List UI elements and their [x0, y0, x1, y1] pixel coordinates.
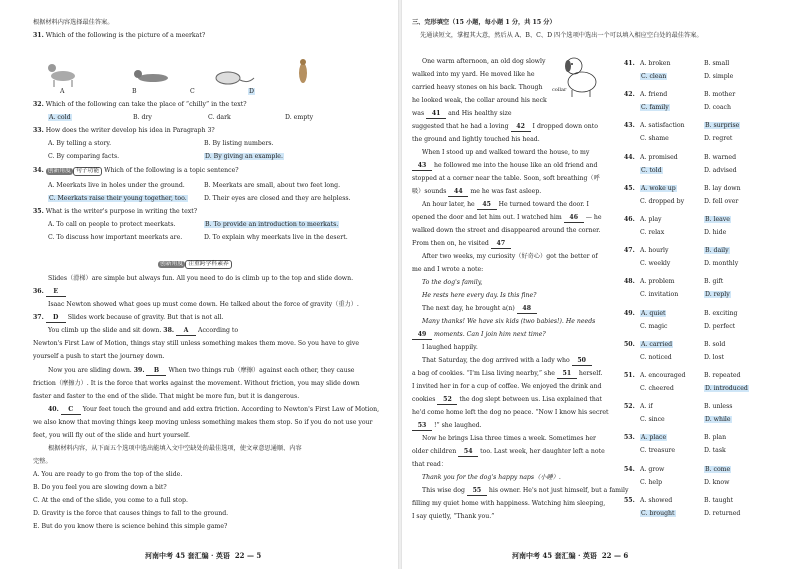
q31-label-b: B [132, 88, 137, 95]
opt-46-c: C. relax [640, 229, 665, 236]
rat-icon [216, 72, 254, 84]
q32-opt-d: D. empty [285, 114, 314, 121]
passage-seg-36: the dog slept between us. Lisa explained that [459, 396, 603, 403]
q31-label-a: A [60, 88, 65, 95]
opt-48-a: A. problem [640, 278, 675, 286]
cloze-instruction: 先通读短文，掌握其大意，然后从 A、B、C、D 四个选项中选出一个可以填入相应空白处的最佳答案。 [420, 32, 703, 39]
opt-45-c: C. dropped by [640, 197, 685, 205]
passage-seg-21: walked down the street and disappeared around the corner. [412, 227, 601, 234]
passage-line-3: Slides work because of gravity. But that is not all. [67, 314, 224, 321]
instruction-2: 完整。 [33, 458, 52, 465]
footer-right-title: 河南中考 45 套汇编 · 英语 [512, 551, 597, 560]
passage-seg-33: herself. [578, 370, 603, 377]
opt-num-55: 55. [624, 496, 635, 504]
blank-44: 44 [448, 188, 468, 197]
passage-seg-32: a bag of cookies. “I'm Lisa living nearby,” she [412, 370, 555, 377]
opt-num-50: 50. [624, 340, 635, 348]
q33-text: How does the writer develop his idea in Paragraph 3? [45, 127, 215, 134]
blank-49: 49 [412, 331, 432, 340]
instruction: 根据材料内容，从下面五个选项中选出能填入文中空缺处的最佳选项，使文章意思通顺、内容 [48, 445, 302, 452]
passage-seg-41: too. Last week, her daughter left a note [480, 448, 605, 455]
blank-52: 52 [437, 396, 457, 405]
q33-opt-b: B. By listing numbers. [204, 140, 274, 147]
answer-40: C [61, 406, 81, 415]
passage-line-6: friction（摩擦力）. It is the force that works against the movement. Without friction, you may slide down [33, 380, 360, 387]
passage-38b: According to [198, 327, 239, 334]
opt-41-d: D. simple [704, 73, 734, 80]
opt-num-42: 42. [624, 91, 635, 99]
blank-47: 47 [491, 240, 511, 249]
q35-text: What is the writer's purpose in writing the text? [45, 208, 198, 215]
choice-d: D. Gravity is the force that causes things to fall to the ground. [33, 510, 229, 517]
section-tag-innovation: 创新角度 [160, 261, 184, 267]
passage-seg-46: filling my quiet home with happiness. Watching him sleeping, [412, 500, 606, 507]
passage-line-8: Your feet touch the ground and add extra friction. According to Newton's First Law of Motion, [82, 406, 380, 413]
answer-37: D [46, 314, 66, 323]
opt-53-a: A. place [641, 434, 667, 442]
q33-opt-d: D. By giving an example. [205, 153, 283, 160]
answer-36: E [46, 288, 66, 297]
passage-seg-23: After two weeks, my curiosity（好奇心）got the better of [422, 253, 598, 260]
q31-num: 31. [33, 32, 44, 39]
q33-num: 33. [33, 127, 44, 134]
opt-47-d: D. monthly [704, 260, 739, 268]
passage-seg-20: — he [585, 214, 602, 221]
opt-44-c: C. told [641, 166, 662, 174]
opt-43-d: D. regret [704, 135, 733, 143]
q32-opt-b: B. dry [133, 114, 152, 121]
passage-line-9: we also know that moving things keep moving unless something makes them stop. So if you do not use your [33, 419, 373, 426]
passage-seg-15: 吸）sounds [412, 188, 447, 195]
cloze-heading: 三、完形填空（15 小题，每小题 1 分，共 15 分） [412, 19, 556, 26]
passage-seg-9: suggested that he had a loving [412, 123, 509, 130]
passage-seg-14: stopped at a corner near the table. Soon, soft breathing（呼 [412, 175, 600, 182]
passage-line-5: When two things rub（摩擦）against each other, they cause [168, 367, 355, 374]
q33-opt-c: C. By comparing facts. [48, 153, 120, 160]
passage-seg-27: The next day, he brought a(n) [422, 305, 515, 312]
q37-num: 37. [33, 314, 44, 321]
q34-opt-d: D. Their eyes are closed and they are helpless. [204, 195, 351, 202]
footer-left [145, 551, 261, 561]
passage-line-7: faster and faster to the end of the slide. That might be more fun, but it is dangerous. [33, 393, 300, 400]
blank-53: 53 [412, 422, 432, 431]
passage-seg-24: me and I wrote a note: [412, 266, 484, 273]
opt-num-43: 43. [624, 122, 635, 130]
passage-seg-28: Many thanks! We have six kids (two babies!). He needs [422, 318, 596, 325]
opt-55-d: D. returned [704, 509, 741, 517]
meerkat-icon [299, 59, 307, 83]
q31-label-c: C [190, 88, 195, 95]
opt-47-a: A. hourly [640, 247, 669, 255]
passage-seg-10: I dropped down onto [532, 123, 598, 130]
opt-46-d: D. hide [704, 229, 727, 236]
passage-seg-45: his owner. He's not just himself, but a family [488, 487, 629, 494]
opt-49-b: B. exciting [704, 309, 738, 317]
opt-num-47: 47. [624, 247, 635, 255]
q33-opt-a: A. By telling a story. [48, 140, 112, 147]
passage-seg-4: was [412, 110, 425, 117]
passage-seg-42: that read： [412, 461, 448, 468]
opt-num-45: 45. [624, 184, 635, 192]
opt-num-52: 52. [624, 403, 635, 411]
q36-num: 36. [33, 288, 44, 295]
passage-seg-19: opened the door and let him out. I watched him [412, 214, 562, 221]
opt-53-c: C. treasure [640, 447, 676, 455]
passage-seg-35: cookies [412, 396, 436, 403]
q31-text: Which of the following is the picture of a meerkat? [45, 32, 206, 39]
passage-seg-40: older children [412, 448, 457, 455]
blank-42: 42 [511, 123, 531, 132]
passage-seg-22: From then on, he visited [412, 240, 489, 247]
opt-num-41: 41. [624, 60, 635, 67]
q38-num: 38. [163, 327, 175, 334]
choice-c: C. At the end of the slide, you come to a full stop. [33, 497, 188, 504]
passage-seg-2: carried heavy stones on his back. Though [412, 84, 543, 91]
passage-seg-26: He rests here every day. Is this fine? [422, 292, 537, 299]
collar-label: collar [552, 87, 567, 93]
passage-seg-38: !” she laughed. [433, 422, 482, 429]
q35-opt-a: A. To call on people to protect meerkats. [48, 221, 176, 228]
footer-left-title: 河南中考 45 套汇编 · 英语 [145, 551, 230, 560]
passage-seg-25: To the dog's family, [422, 279, 483, 286]
blank-43: 43 [412, 162, 432, 171]
passage-seg-34: I invited her in for a cup of coffee. We enjoyed the drink and [412, 383, 602, 390]
opt-53-b: B. plan [704, 434, 727, 442]
passage-seg-37: he'd come home left the dog no peace. “Now I know his secret [412, 409, 609, 416]
q34-tag-innovation: 创新角度 [47, 168, 71, 174]
answer-39: B [146, 367, 166, 376]
q35-opt-d: D. To explain why meerkats live in the desert. [204, 234, 348, 241]
opt-52-c: C. since [640, 416, 665, 424]
passage-seg-17: An hour later, he [422, 201, 475, 208]
passage-seg-44: This wise dog [422, 487, 465, 494]
opt-54-c: C. help [640, 478, 663, 486]
opt-47-b: B. daily [705, 247, 729, 255]
blank-48: 48 [517, 305, 537, 314]
opt-45-d: D. fell over [704, 197, 739, 205]
opt-43-a: A. satisfaction [640, 122, 685, 130]
opt-50-a: A. carried [641, 340, 673, 348]
opt-47-c: C. weekly [640, 260, 671, 268]
opt-num-48: 48. [624, 278, 635, 286]
opt-43-b: B. surprise [705, 122, 740, 130]
opt-num-53: 53. [624, 434, 635, 442]
opt-54-a: A. grow [640, 465, 665, 473]
opt-51-b: B. repeated [704, 372, 741, 379]
q35-num: 35. [33, 208, 44, 215]
opt-42-b: B. mother [704, 91, 736, 99]
opt-42-a: A. friend [640, 91, 668, 99]
blank-50: 50 [572, 357, 592, 366]
opt-41-a: A. broken [640, 60, 671, 67]
opt-44-d: D. advised [704, 166, 737, 174]
blank-54: 54 [458, 448, 478, 457]
q34-opt-b: B. Meerkats are small, about two feet long. [204, 182, 341, 189]
opt-55-c: C. brought [641, 509, 675, 517]
passage-seg-13: he followed me into the house like an old friend and [433, 162, 598, 169]
opt-num-44: 44. [624, 153, 635, 161]
passage-seg-6: His [461, 110, 473, 117]
section-tag-crossdiscipline: 注重跨学科素养 [185, 260, 232, 269]
animal-pictures [48, 58, 348, 88]
opt-55-b: B. taught [704, 496, 734, 504]
opt-num-51: 51. [624, 372, 635, 379]
q39-num: 39. [133, 367, 145, 374]
opt-54-b: B. come [705, 465, 731, 473]
opt-49-c: C. magic [640, 322, 668, 330]
blank-45: 45 [477, 201, 497, 210]
q35-opt-b: B. To provide an introduction to meerkats. [205, 221, 339, 228]
passage-seg-16: me he was fast asleep. [470, 188, 542, 195]
opt-50-c: C. noticed [640, 353, 672, 361]
opt-48-d: D. reply [705, 291, 730, 299]
opt-52-a: A. if [640, 403, 653, 411]
opt-42-d: D. coach [704, 104, 732, 112]
opt-num-54: 54. [624, 465, 635, 473]
right-page [402, 0, 800, 569]
opt-41-c: C. clean [641, 73, 667, 80]
opt-49-d: D. perfect [704, 322, 736, 330]
passage-seg-1: walked into my yard. He moved like he [412, 71, 535, 78]
opt-43-c: C. shame [640, 135, 669, 143]
passage-line-2: Isaac Newton showed what goes up must come down. He talked about the force of gravity（重力）. [48, 301, 359, 308]
opt-54-d: D. know [704, 478, 730, 486]
q32-text: Which of the following can take the place of “chilly” in the text? [45, 101, 247, 108]
q31-label-d: D [249, 88, 254, 95]
passage-seg-47: I say quietly, “Thank you.” [412, 513, 495, 520]
passage-seg-31: That Saturday, the dog arrived with a lady who [422, 357, 570, 364]
answer-38: A [176, 327, 196, 336]
q34-num: 34. [33, 167, 44, 174]
opt-46-b: B. leave [705, 216, 730, 223]
q32-opt-c: C. dark [208, 114, 231, 121]
passage-38d: yourself a push to start the journey down. [33, 353, 165, 360]
left-page [0, 0, 398, 569]
passage-seg-30: I laughed happily. [422, 344, 478, 351]
opt-53-d: D. task [704, 447, 726, 455]
passage-seg-43: Thank you for the dog's happy naps（小睡）. [422, 474, 561, 481]
passage-line-4: You climb up the slide and sit down. [48, 327, 162, 334]
blank-41: 41 [426, 110, 446, 119]
opt-42-c: C. family [641, 104, 669, 112]
cat-icon [48, 64, 75, 87]
opt-41-b: B. small [704, 60, 730, 67]
intro: 根据材料内容选择最佳答案。 [33, 19, 114, 26]
q34-opt-a: A. Meerkats live in holes under the ground. [48, 182, 185, 189]
passage-line-1: Slides（滑梯）are simple but always fun. All you need to do is climb up to the top and slide down. [48, 275, 354, 282]
q32-opt-a: A. cold [49, 114, 71, 121]
blank-55: 55 [467, 487, 487, 496]
opt-num-46: 46. [624, 216, 635, 223]
q40-num: 40. [48, 406, 59, 413]
passage-seg-11: the ground and lightly touched his head. [412, 136, 540, 143]
opt-48-c: C. invitation [640, 291, 679, 299]
opt-44-a: A. promised [640, 153, 678, 161]
blank-51: 51 [557, 370, 577, 379]
passage-seg-3: he looked weak, the collar around his neck [412, 97, 547, 104]
opt-50-d: D. lost [704, 353, 725, 361]
blank-46: 46 [564, 214, 584, 223]
passage-38c: Newton's First Law of Motion, things stay still unless something makes them move. So you have to give [33, 340, 360, 347]
dog-icon [565, 58, 596, 97]
q34-text: Which of the following is a topic sentence? [104, 167, 239, 174]
passage-seg-18: He turned toward the door. I [498, 201, 589, 208]
passage-seg-8: size [499, 110, 512, 117]
footer-right [512, 551, 628, 561]
opt-49-a: A. quiet [641, 309, 666, 317]
q32-num: 32. [33, 101, 44, 108]
opt-51-a: A. encouraged [640, 372, 686, 379]
passage-seg-39: Now he brings Lisa three times a week. Sometimes her [422, 435, 596, 442]
choice-b: B. Do you feel you are slowing down a bit? [33, 484, 167, 491]
passage-seg-12: When I stood up and walked toward the house, to my [422, 149, 590, 156]
q34-tag-function: 句子功能 [73, 167, 102, 176]
opt-52-d: D. while [705, 416, 731, 424]
passage-seg-29: moments. Can I join him next time? [433, 331, 546, 338]
passage-seg-5: and [448, 110, 460, 117]
opt-52-b: B. unless [704, 403, 733, 411]
opt-45-a: A. woke up [641, 184, 676, 192]
passage-seg-7: healthy [474, 110, 498, 117]
q34-opt-c: C. Meerkats raise their young together, too. [49, 195, 187, 202]
q35-opt-c: C. To discuss how important meerkats are. [48, 234, 183, 241]
opt-45-b: B. lay down [704, 184, 741, 192]
opt-51-c: C. cheered [640, 385, 674, 392]
passage-line-10: feet, you will fly out of the slide and hurt yourself. [33, 432, 190, 439]
choice-a: A. You are ready to go from the top of the slide. [33, 471, 183, 478]
choice-e: E. But do you know there is science behind this simple game? [33, 523, 228, 530]
opt-46-a: A. play [640, 216, 662, 223]
footer-left-page: 22 — 5 [234, 551, 262, 560]
passage-seg-0: One warm afternoon, an old dog slowly [422, 58, 546, 65]
opt-55-a: A. showed [640, 496, 673, 504]
opt-44-b: B. warned [704, 153, 737, 161]
opt-48-b: B. gift [704, 278, 724, 286]
ferret-icon [134, 70, 168, 82]
opt-num-49: 49. [624, 309, 635, 317]
footer-right-page: 22 — 6 [601, 551, 629, 560]
passage-39a: Now you are sliding down. [48, 367, 132, 374]
opt-50-b: B. sold [704, 340, 726, 348]
opt-51-d: D. introduced [705, 385, 748, 392]
